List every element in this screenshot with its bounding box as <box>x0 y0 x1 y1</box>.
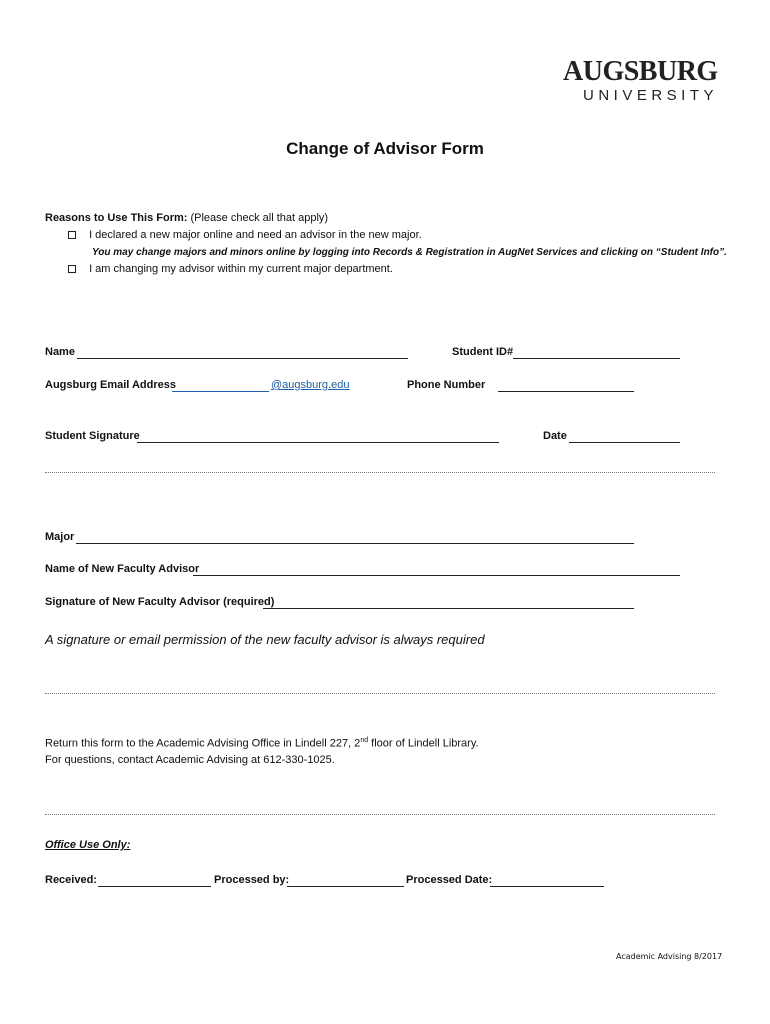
reason-note: You may change majors and minors online by logging into Records & Registration in AugNet Services and clicking on “Student Info”. <box>92 247 727 258</box>
logo-subtitle: UNIVERSITY <box>583 87 719 104</box>
processed-by-label: Processed by: <box>214 874 290 886</box>
contact-info: For questions, contact Academic Advising at 612-330-1025. <box>45 754 335 766</box>
ordinal-suffix: nd <box>360 737 369 744</box>
phone-field[interactable] <box>498 391 634 392</box>
reason-option-1-label: I declared a new major online and need an advisor in the new major. <box>89 229 422 241</box>
divider-2 <box>45 693 715 694</box>
signature-field[interactable] <box>137 442 499 443</box>
advisor-notice: A signature or email permission of the new faculty advisor is always required <box>45 632 485 647</box>
reason-option-1 <box>68 229 422 241</box>
email-field[interactable] <box>172 391 269 392</box>
form-title: Change of Advisor Form <box>286 139 484 158</box>
major-label: Major <box>45 531 75 543</box>
reason-option-2-label: I am changing my advisor within my current major department. <box>89 263 393 275</box>
new-advisor-field[interactable] <box>193 575 680 576</box>
return-instructions <box>45 737 479 750</box>
reasons-heading-row <box>45 212 328 224</box>
divider-3 <box>45 814 715 815</box>
reasons-heading: Reasons to Use This Form: <box>45 212 188 224</box>
date-field[interactable] <box>569 442 680 443</box>
checkbox-declared-major[interactable] <box>68 231 76 239</box>
name-label: Name <box>45 346 75 358</box>
received-label: Received: <box>45 874 97 886</box>
return-instructions-post: floor of Lindell Library. <box>368 737 479 750</box>
processed-date-field[interactable] <box>490 886 604 887</box>
return-instructions-pre: Return this form to the Academic Advising Office in Lindell 227, 2 <box>45 737 361 750</box>
received-field[interactable] <box>98 886 211 887</box>
major-field[interactable] <box>76 543 634 544</box>
logo-wordmark: AUGSBURG <box>563 56 718 87</box>
signature-label: Student Signature <box>45 430 140 442</box>
processed-by-field[interactable] <box>287 886 404 887</box>
email-label: Augsburg Email Address <box>45 379 177 391</box>
processed-date-label: Processed Date: <box>406 874 493 886</box>
student-id-label: Student ID# <box>452 346 514 358</box>
divider-1 <box>45 472 715 473</box>
new-advisor-label: Name of New Faculty Advisor <box>45 563 200 575</box>
footer-version: Academic Advising 8/2017 <box>616 952 723 961</box>
advisor-signature-field[interactable] <box>263 608 634 609</box>
student-id-field[interactable] <box>513 358 680 359</box>
advisor-signature-label: Signature of New Faculty Advisor (required) <box>45 596 275 608</box>
date-label: Date <box>543 430 567 442</box>
phone-label: Phone Number <box>407 379 486 391</box>
reason-option-2 <box>68 263 393 275</box>
name-field[interactable] <box>77 358 408 359</box>
office-use-heading: Office Use Only: <box>45 839 131 851</box>
reasons-heading-note: (Please check all that apply) <box>190 212 329 224</box>
email-domain-link[interactable]: @augsburg.edu <box>271 379 350 391</box>
checkbox-changing-advisor[interactable] <box>68 265 76 273</box>
